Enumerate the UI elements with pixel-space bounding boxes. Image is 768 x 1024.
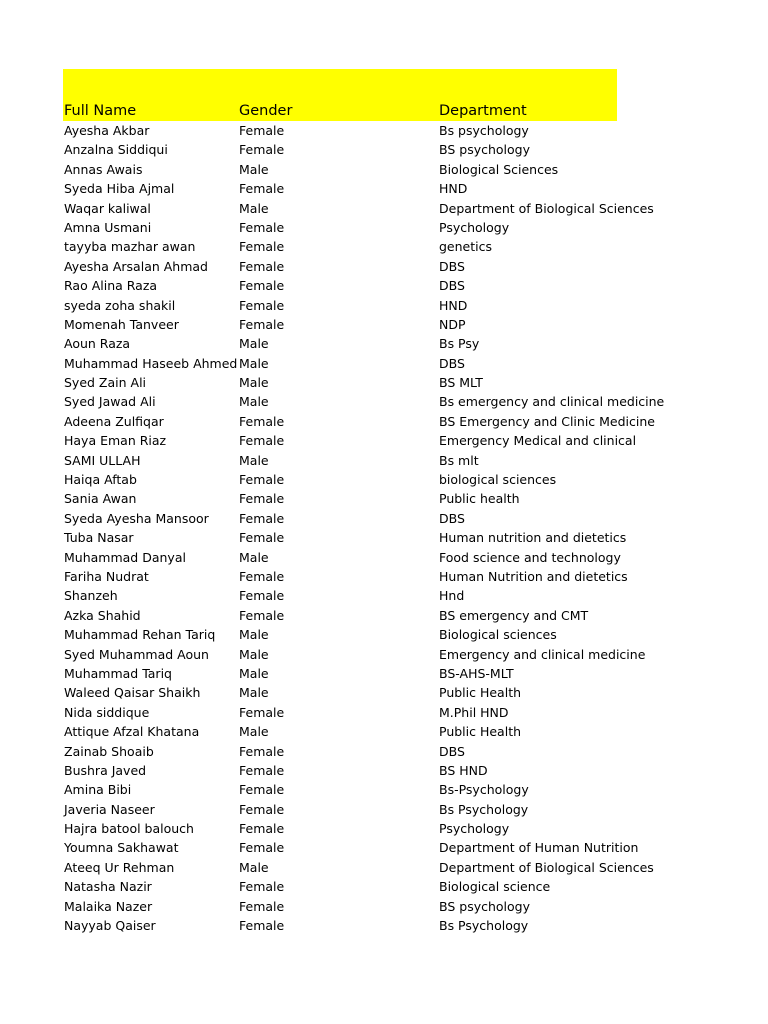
cell-full-name[interactable]: Youmna Sakhawat (64, 840, 179, 856)
cell-gender[interactable]: Male (239, 452, 269, 468)
cell-department[interactable]: DBS (439, 258, 465, 274)
cell-gender[interactable]: Female (239, 413, 285, 429)
table-row (63, 373, 617, 392)
cell-full-name[interactable]: Aoun Raza (64, 336, 131, 352)
cell-department[interactable]: Psychology (439, 821, 510, 837)
cell-full-name[interactable]: Shanzeh (64, 588, 118, 604)
cell-department[interactable]: Bs mlt (439, 452, 479, 468)
cell-department[interactable]: HND (439, 297, 468, 313)
cell-department[interactable]: Public Health (439, 685, 522, 701)
cell-gender[interactable]: Female (239, 588, 285, 604)
cell-gender[interactable]: Male (239, 859, 269, 875)
table-row (63, 412, 655, 431)
cell-full-name[interactable]: Sania Awan (64, 491, 137, 507)
table-row (63, 392, 665, 411)
cell-gender[interactable]: Female (239, 510, 285, 526)
cell-full-name[interactable]: Muhammad Haseeb Ahmed (64, 355, 238, 371)
table-row (63, 819, 617, 838)
table-row (63, 431, 637, 450)
table-row (63, 296, 617, 315)
cell-gender[interactable]: Female (239, 123, 285, 138)
cell-gender[interactable]: Male (239, 549, 269, 565)
cell-full-name[interactable]: Malaika Nazer (64, 898, 153, 914)
cell-gender[interactable]: Female (239, 762, 285, 778)
cell-gender[interactable]: Female (239, 607, 285, 623)
cell-gender[interactable]: Female (239, 278, 285, 294)
cell-gender[interactable]: Female (239, 472, 285, 488)
cell-full-name[interactable]: Ayesha Akbar (64, 123, 150, 138)
cell-department[interactable]: BS HND (439, 762, 488, 778)
spreadsheet-table (63, 69, 665, 935)
cell-full-name[interactable]: Syed Zain Ali (64, 375, 147, 391)
table-body (63, 121, 665, 935)
table-row (63, 160, 617, 179)
cell-full-name[interactable]: Fariha Nudrat (64, 568, 149, 584)
cell-full-name[interactable]: Nida siddique (64, 704, 150, 720)
header-row (63, 99, 617, 119)
table-row (63, 489, 617, 508)
header-band (63, 69, 617, 121)
cell-full-name[interactable]: SAMI ULLAH (64, 452, 141, 468)
cell-gender[interactable]: Male (239, 336, 269, 352)
table-row (63, 121, 617, 140)
cell-full-name[interactable]: Natasha Nazir (64, 879, 152, 895)
cell-full-name[interactable]: Ateeq Ur Rehman (64, 859, 175, 875)
cell-department[interactable]: M.Phil HND (439, 704, 509, 720)
cell-full-name[interactable]: Haiqa Aftab (64, 472, 137, 488)
cell-full-name[interactable]: Hajra batool balouch (64, 821, 194, 837)
table-row (63, 451, 617, 470)
header-department[interactable]: Department (439, 103, 527, 119)
cell-full-name[interactable]: Syed Muhammad Aoun (64, 646, 209, 662)
table-row (63, 354, 617, 373)
cell-full-name[interactable]: Tuba Nasar (64, 530, 134, 546)
cell-department[interactable]: Food science and technology (439, 549, 621, 565)
cell-gender[interactable]: Male (239, 200, 269, 216)
cell-department[interactable]: Bs-Psychology (439, 782, 529, 798)
table-row (63, 683, 617, 702)
cell-gender[interactable]: Female (239, 840, 285, 856)
cell-gender[interactable]: Female (239, 258, 285, 274)
cell-gender[interactable]: Female (239, 142, 285, 158)
cell-department[interactable]: Public Health (439, 724, 522, 740)
cell-department[interactable]: Biological sciences (439, 627, 557, 643)
cell-department[interactable]: BS emergency and CMT (439, 607, 589, 623)
table-row (63, 509, 617, 528)
cell-department[interactable]: BS Emergency and Clinic Medicine (439, 413, 655, 429)
table-row (63, 897, 617, 916)
cell-gender[interactable]: Female (239, 181, 285, 197)
cell-department[interactable]: Public health (439, 491, 520, 507)
table-row (63, 703, 617, 722)
cell-department[interactable]: DBS (439, 510, 465, 526)
cell-full-name[interactable]: Javeria Naseer (64, 801, 155, 817)
cell-full-name[interactable]: Rao Alina Raza (64, 278, 158, 294)
cell-department[interactable]: BS psychology (439, 142, 531, 158)
cell-department[interactable]: Psychology (439, 219, 510, 235)
cell-department[interactable]: Bs Psychology (439, 801, 529, 817)
cell-gender[interactable]: Female (239, 297, 285, 313)
cell-department[interactable]: Emergency Medical and clinical (439, 433, 637, 449)
cell-department[interactable]: Biological science (439, 879, 551, 895)
table-row (63, 237, 617, 256)
table-row (63, 586, 617, 605)
cell-department[interactable]: NDP (439, 316, 466, 332)
cell-full-name[interactable]: Muhammad Danyal (64, 549, 186, 565)
cell-gender[interactable]: Male (239, 665, 269, 681)
table-row (63, 664, 617, 683)
cell-full-name[interactable]: Waleed Qaisar Shaikh (64, 685, 201, 701)
cell-gender[interactable]: Female (239, 918, 285, 934)
cell-gender[interactable]: Female (239, 219, 285, 235)
table-row (63, 645, 646, 664)
cell-department[interactable]: HND (439, 181, 468, 197)
cell-department[interactable]: Bs emergency and clinical medicine (439, 394, 665, 410)
table-row (63, 742, 617, 761)
table-row (63, 218, 617, 237)
table-row (63, 722, 617, 741)
cell-full-name[interactable]: Annas Awais (64, 161, 143, 177)
cell-full-name[interactable]: Adeena Zulfiqar (64, 413, 164, 429)
cell-gender[interactable]: Female (239, 879, 285, 895)
cell-department[interactable]: Hnd (439, 588, 465, 604)
cell-gender[interactable]: Female (239, 801, 285, 817)
cell-department[interactable]: Bs psychology (439, 123, 529, 138)
table-row (63, 625, 617, 644)
cell-gender[interactable]: Female (239, 491, 285, 507)
table-row (63, 276, 617, 295)
cell-department[interactable]: Department of Human Nutrition (439, 840, 639, 856)
cell-gender[interactable]: Male (239, 375, 269, 391)
cell-full-name[interactable]: Bushra Javed (64, 762, 147, 778)
cell-department[interactable]: biological sciences (439, 472, 557, 488)
cell-gender[interactable]: Female (239, 821, 285, 837)
cell-gender[interactable]: Female (239, 239, 285, 255)
header-full-name[interactable]: Full Name (64, 103, 137, 119)
cell-gender[interactable]: Male (239, 627, 269, 643)
cell-department[interactable]: Human nutrition and dietetics (439, 530, 627, 546)
cell-full-name[interactable]: Zainab Shoaib (64, 743, 154, 759)
cell-full-name[interactable]: Anzalna Siddiqui (64, 142, 168, 158)
cell-full-name[interactable]: Muhammad Rehan Tariq (64, 627, 216, 643)
cell-department[interactable]: Biological Sciences (439, 161, 559, 177)
cell-full-name[interactable]: Nayyab Qaiser (64, 918, 156, 934)
cell-gender[interactable]: Female (239, 530, 285, 546)
cell-full-name[interactable]: Syeda Ayesha Mansoor (64, 510, 209, 526)
cell-full-name[interactable]: Amina Bibi (64, 782, 132, 798)
table-row (63, 257, 617, 276)
cell-gender[interactable]: Female (239, 782, 285, 798)
cell-gender[interactable]: Female (239, 743, 285, 759)
table-row (63, 548, 621, 567)
cell-gender[interactable]: Male (239, 685, 269, 701)
cell-department[interactable]: Bs Psy (439, 336, 480, 352)
cell-full-name[interactable]: tayyba mazhar awan (64, 239, 196, 255)
cell-department[interactable]: Department of Biological Sciences (439, 859, 654, 875)
table-row (63, 179, 617, 198)
table-row (63, 858, 654, 877)
cell-full-name[interactable]: Azka Shahid (64, 607, 141, 623)
table-row (63, 838, 639, 857)
cell-gender[interactable]: Male (239, 355, 269, 371)
cell-gender[interactable]: Male (239, 646, 269, 662)
table-row (63, 315, 617, 334)
cell-gender[interactable]: Female (239, 568, 285, 584)
table-row (63, 140, 617, 159)
cell-department[interactable]: BS psychology (439, 898, 531, 914)
cell-full-name[interactable]: Muhammad Tariq (64, 665, 172, 681)
cell-full-name[interactable]: Momenah Tanveer (64, 316, 179, 332)
table-row (63, 199, 654, 218)
cell-department[interactable]: Human Nutrition and dietetics (439, 568, 628, 584)
table-row (63, 334, 617, 353)
cell-gender[interactable]: Male (239, 394, 269, 410)
cell-gender[interactable]: Male (239, 724, 269, 740)
cell-gender[interactable]: Male (239, 161, 269, 177)
header-gender[interactable]: Gender (239, 103, 293, 119)
cell-department[interactable]: DBS (439, 743, 465, 759)
table-row (63, 567, 628, 586)
cell-department[interactable]: DBS (439, 278, 465, 294)
cell-department[interactable]: genetics (439, 239, 492, 255)
cell-gender[interactable]: Female (239, 433, 285, 449)
table-row (63, 528, 627, 547)
table-row (63, 761, 617, 780)
cell-full-name[interactable]: Ayesha Arsalan Ahmad (64, 258, 208, 274)
cell-full-name[interactable]: Waqar kaliwal (64, 200, 151, 216)
cell-full-name[interactable]: Amna Usmani (64, 219, 152, 235)
cell-department[interactable]: BS MLT (439, 375, 483, 391)
table-row (63, 800, 617, 819)
cell-gender[interactable]: Female (239, 316, 285, 332)
table-row (63, 606, 617, 625)
cell-department[interactable]: DBS (439, 355, 465, 371)
table-row (63, 780, 617, 799)
cell-department[interactable]: Emergency and clinical medicine (439, 646, 646, 662)
cell-gender[interactable]: Female (239, 898, 285, 914)
cell-full-name[interactable]: Syed Jawad Ali (64, 394, 156, 410)
cell-department[interactable]: Department of Biological Sciences (439, 200, 654, 216)
cell-full-name[interactable]: Attique Afzal Khatana (64, 724, 200, 740)
cell-full-name[interactable]: Haya Eman Riaz (64, 433, 167, 449)
table-row (63, 877, 617, 896)
cell-full-name[interactable]: Syeda Hiba Ajmal (64, 181, 175, 197)
table-row (63, 916, 617, 935)
cell-department[interactable]: Bs Psychology (439, 918, 529, 934)
cell-full-name[interactable]: syeda zoha shakil (64, 297, 176, 313)
cell-gender[interactable]: Female (239, 704, 285, 720)
table-row (63, 470, 617, 489)
cell-department[interactable]: BS-AHS-MLT (439, 665, 514, 681)
